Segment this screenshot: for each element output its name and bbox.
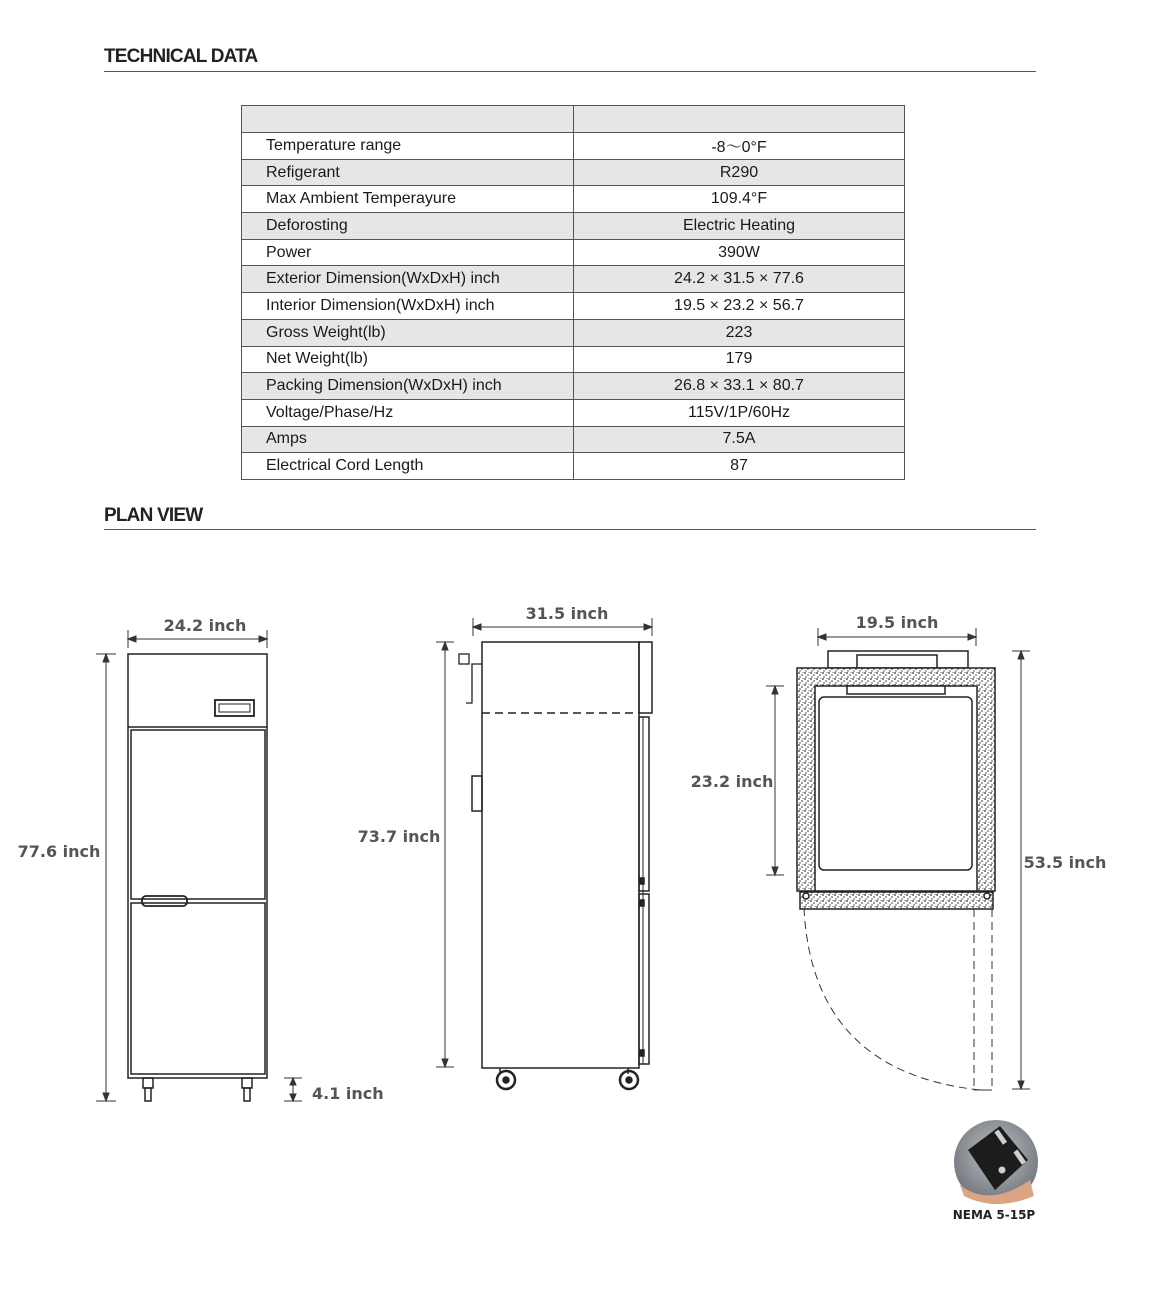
spec-value: 19.5 × 23.2 × 56.7 xyxy=(574,293,905,320)
leg-height-label: 4.1 inch xyxy=(312,1084,384,1103)
spec-label: Electrical Cord Length xyxy=(242,453,574,480)
spec-label: Gross Weight(lb) xyxy=(242,319,574,346)
plan-view-title: PLAN VIEW xyxy=(104,505,203,526)
spec-label: Temperature range xyxy=(242,133,574,160)
nema-plug-icon xyxy=(954,1120,1038,1204)
spec-label: Amps xyxy=(242,426,574,453)
spec-value: 390W xyxy=(574,239,905,266)
spec-label: Net Weight(lb) xyxy=(242,346,574,373)
spec-label: Packing Dimension(WxDxH) inch xyxy=(242,373,574,400)
technical-data-title: TECHNICAL DATA xyxy=(104,46,258,67)
top-interior-depth-label: 23.2 inch xyxy=(690,772,774,791)
plug-label: NEMA 5-15P xyxy=(952,1208,1036,1222)
spec-value: 7.5A xyxy=(574,426,905,453)
side-height-label: 73.7 inch xyxy=(357,827,441,846)
spec-label: Refigerant xyxy=(242,159,574,186)
top-door-open-depth-label: 53.5 inch xyxy=(1023,853,1107,872)
spec-value: -8～0°F xyxy=(574,133,905,160)
side-depth-label: 31.5 inch xyxy=(525,604,609,623)
spec-label: Max Ambient Temperayure xyxy=(242,186,574,213)
spec-value: 24.2 × 31.5 × 77.6 xyxy=(574,266,905,293)
side-view xyxy=(459,642,652,1089)
spec-value: Electric Heating xyxy=(574,213,905,240)
spec-value: 115V/1P/60Hz xyxy=(574,399,905,426)
top-interior-width-label: 19.5 inch xyxy=(855,613,939,632)
front-view xyxy=(128,654,267,1101)
spec-label: Interior Dimension(WxDxH) inch xyxy=(242,293,574,320)
front-width-label: 24.2 inch xyxy=(163,616,247,635)
spec-label: Deforosting xyxy=(242,213,574,240)
spec-value: R290 xyxy=(574,159,905,186)
spec-value: 26.8 × 33.1 × 80.7 xyxy=(574,373,905,400)
spec-value: 179 xyxy=(574,346,905,373)
spec-label: Voltage/Phase/Hz xyxy=(242,399,574,426)
front-height-label: 77.6 inch xyxy=(17,842,101,861)
spec-value: 87 xyxy=(574,453,905,480)
top-view xyxy=(797,651,995,909)
spec-value: 223 xyxy=(574,319,905,346)
spec-value: 109.4°F xyxy=(574,186,905,213)
spec-label: Exterior Dimension(WxDxH) inch xyxy=(242,266,574,293)
spec-label: Power xyxy=(242,239,574,266)
door-swing xyxy=(804,908,992,1090)
